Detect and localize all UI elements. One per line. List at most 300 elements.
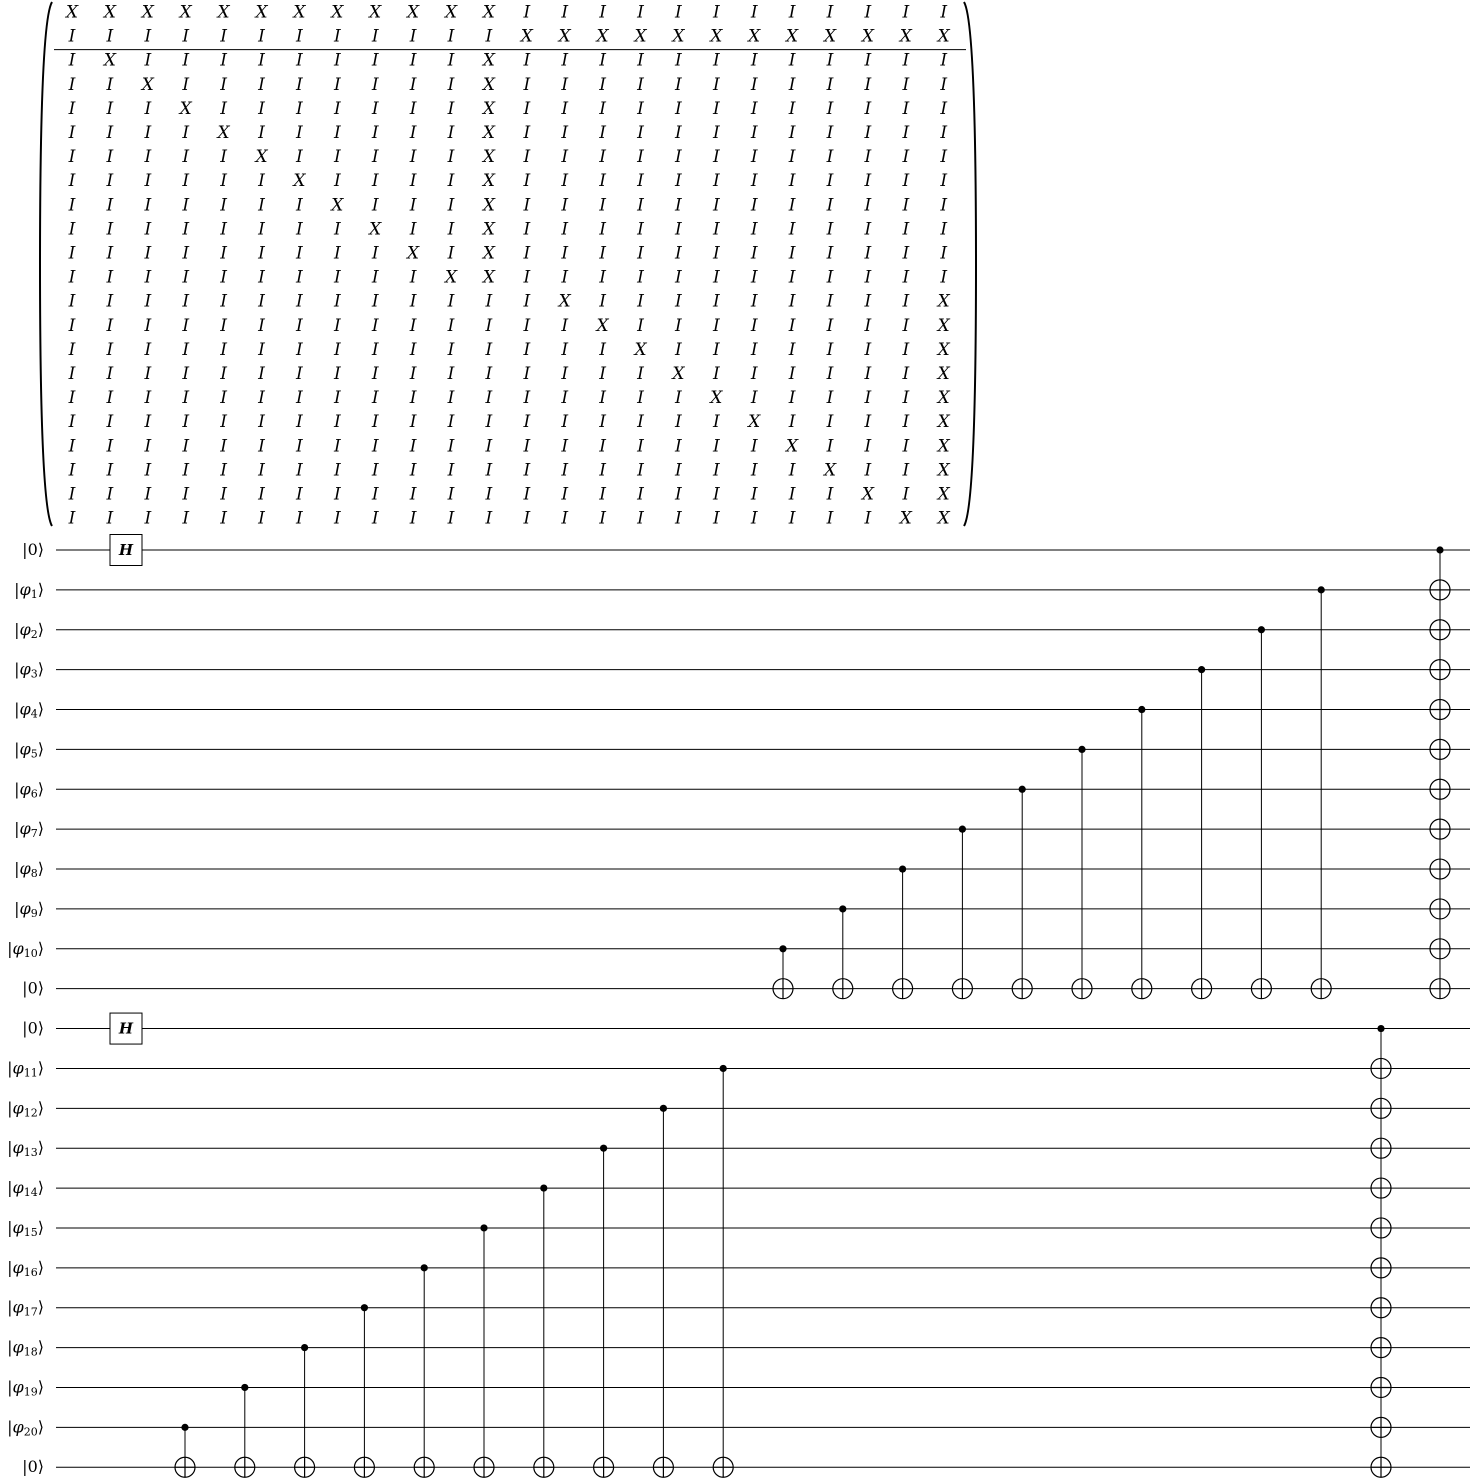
qubit-label [7,1417,44,1439]
matrix-cell: I [220,508,227,529]
matrix-cell: I [106,123,114,143]
matrix-cell: I [675,460,682,481]
matrix-cell: I [371,484,379,505]
matrix-cell: I [523,291,531,312]
matrix-cell: I [106,460,114,481]
matrix-cell: I [371,147,379,168]
matrix-cell: I [750,436,758,457]
matrix-cell: I [599,460,606,481]
matrix-cell: I [750,123,758,143]
matrix-cell: I [447,195,455,216]
matrix-cell: I [485,484,493,505]
matrix-cell: I [68,388,76,409]
ket-open: | [14,738,20,758]
matrix-cell: I [68,195,76,216]
control-dot [421,1264,428,1271]
ket-close: ⟩ [37,1097,44,1117]
matrix-cell: I [561,50,569,71]
ket-subscript: 3 [30,667,38,681]
matrix-cell: I [68,339,76,360]
matrix-cell: I [902,123,910,143]
matrix-cell: I [523,412,531,433]
ket-base: φ [19,898,31,918]
ket-subscript: 16 [23,1265,38,1279]
matrix-cell: X [634,339,647,360]
matrix-cell: I [296,219,303,240]
matrix-cell: I [220,315,227,336]
matrix-cell: I [750,460,758,481]
matrix-cell: I [750,364,758,384]
matrix-cell: I [144,267,152,288]
control-dot [540,1184,547,1191]
qubit-label [7,1217,44,1239]
qubit-label [7,1337,44,1359]
matrix-cell: I [258,50,265,71]
matrix-cell: X [937,508,950,529]
matrix-cell: I [637,412,644,433]
matrix-cell: I [902,339,910,360]
matrix-cell: I [144,50,152,71]
matrix-cell: I [258,26,265,47]
matrix-cell: I [902,291,910,312]
matrix-cell: I [68,364,76,384]
matrix-cell: X [937,364,950,384]
matrix-cell: I [750,2,758,23]
matrix-cell: X [65,2,79,23]
matrix-cell: I [371,195,379,216]
matrix-cell: X [482,98,495,119]
ket-close: ⟩ [37,1177,44,1197]
matrix-cell: I [940,50,948,71]
matrix-cell: X [596,26,609,47]
matrix-cell: I [599,2,606,23]
matrix-cell: I [864,364,872,384]
matrix-cell: I [750,339,758,360]
matrix-cell: I [220,267,227,288]
ket-subscript: 1 [30,587,38,601]
matrix-cell: I [675,195,682,216]
matrix-cell: I [637,195,644,216]
matrix-cell: X [634,26,647,47]
matrix-cell: I [561,508,569,529]
matrix-cell: I [409,171,417,192]
matrix-cell: I [788,2,796,23]
matrix-cell: I [333,50,341,71]
matrix-cell: I [712,2,720,23]
matrix-cell: I [637,484,644,505]
matrix-cell: I [258,219,265,240]
matrix-cell: I [333,339,341,360]
control-dot [241,1384,248,1391]
matrix-cell: I [371,339,379,360]
ket-base: φ [19,858,31,878]
matrix-cell: I [447,291,455,312]
matrix-cell: I [712,243,720,264]
matrix-cell: I [485,291,493,312]
matrix-cell: I [144,364,152,384]
matrix-cell: I [750,98,758,119]
ket-close: ⟩ [37,1416,44,1436]
matrix-cell: I [788,484,796,505]
matrix-cell: I [220,436,227,457]
matrix-cell: I [182,267,190,288]
matrix-cell: I [637,364,644,384]
matrix-cell: I [864,195,872,216]
matrix-cell: I [144,195,152,216]
matrix-cell: I [637,171,644,192]
qubit-label [7,938,44,960]
matrix-cell: I [106,436,114,457]
matrix-cell: I [561,74,569,95]
matrix-cell: I [333,98,341,119]
ket-base: φ [19,619,31,639]
ket-close: ⟩ [37,938,44,958]
matrix-cell: I [523,74,531,95]
ket-close: ⟩ [37,1137,44,1157]
control-dot [660,1105,667,1112]
qubit-label [7,1178,44,1200]
qubit-label [22,978,44,997]
matrix-cell: I [788,388,796,409]
matrix-cell: I [561,436,569,457]
matrix-cell: X [672,364,685,384]
matrix-cell: I [902,412,910,433]
matrix-cell: I [826,195,834,216]
matrix-cell: I [371,364,379,384]
matrix-cell: I [144,171,152,192]
matrix-cell: I [409,460,417,481]
matrix-cell: I [750,219,758,240]
ket-close: ⟩ [37,699,44,719]
matrix-cell: I [144,243,152,264]
ket-base: 0 [27,1456,38,1476]
matrix-cell: I [523,147,531,168]
matrix-cell: I [182,243,190,264]
matrix-cell: I [258,98,265,119]
matrix-cell: I [296,508,303,529]
matrix-cell: I [523,219,531,240]
matrix-cell: I [750,267,758,288]
matrix-cell: I [333,74,341,95]
control-dot [839,905,846,912]
matrix-cell: X [179,2,192,23]
control-dot [600,1145,607,1152]
matrix-cell: I [296,243,303,264]
matrix-cell: I [182,388,190,409]
matrix-cell: X [217,2,230,23]
matrix-cell: I [144,412,152,433]
matrix-cell: I [826,98,834,119]
matrix-cell: I [371,388,379,409]
matrix-cell: I [68,147,76,168]
ket-base: φ [12,1297,24,1317]
matrix-cell: I [826,243,834,264]
matrix-cell: I [68,267,76,288]
matrix-cell: I [712,267,720,288]
matrix-cell: I [864,74,872,95]
matrix-cell: I [409,123,417,143]
matrix-cell: I [864,412,872,433]
matrix-cell: X [558,26,571,47]
matrix-cell: I [637,147,644,168]
ket-open: | [14,659,20,679]
matrix-cell: X [937,436,950,457]
matrix-cell: I [409,364,417,384]
matrix-cell: I [371,460,379,481]
matrix-cell: X [482,195,495,216]
matrix-cell: X [482,267,495,288]
matrix-cell: X [103,2,116,23]
matrix-cell: I [675,171,682,192]
matrix-cell: I [371,74,379,95]
matrix-cell: I [561,147,569,168]
matrix-cell: I [371,315,379,336]
ket-base: 0 [27,1018,38,1038]
matrix-cell: I [182,436,190,457]
matrix-cell: I [447,508,455,529]
matrix-cell: X [520,26,533,47]
matrix-cell: I [68,508,76,529]
matrix-cell: I [788,50,796,71]
ket-close: ⟩ [37,659,44,679]
ket-close: ⟩ [37,978,44,998]
matrix-cell: I [68,484,76,505]
matrix-cell: X [179,98,192,119]
matrix-cell: X [407,2,420,23]
matrix-cell: I [637,98,644,119]
matrix-cell: I [523,98,531,119]
matrix-cell: I [523,243,531,264]
matrix-cell: I [220,98,227,119]
matrix-cell: I [750,388,758,409]
matrix-cell: I [864,219,872,240]
matrix-cell: I [220,460,227,481]
matrix-cell: I [220,50,227,71]
matrix-cell: I [561,98,569,119]
matrix-cell: I [144,98,152,119]
matrix-cell: X [937,339,950,360]
matrix-cell: I [182,219,190,240]
ket-open: | [14,619,20,639]
matrix-cell: X [444,267,458,288]
ket-base: φ [12,1376,24,1396]
matrix-cell: I [409,26,417,47]
ket-close: ⟩ [37,539,44,559]
ket-subscript: 9 [30,906,38,920]
matrix-cell: I [182,26,190,47]
matrix-cell: I [220,364,227,384]
matrix-cell: I [485,26,493,47]
matrix-cell: I [902,364,910,384]
matrix-cell: I [561,267,569,288]
matrix-cell: I [902,171,910,192]
matrix-cell: I [940,147,948,168]
matrix-cell: I [333,147,341,168]
matrix-cell: I [561,315,569,336]
matrix-cell: I [864,339,872,360]
control-dot [1078,746,1085,753]
ket-open: | [14,778,20,798]
matrix-cell: I [826,171,834,192]
matrix-cell: I [864,98,872,119]
matrix-cell: I [485,508,493,529]
matrix-cell: I [788,364,796,384]
matrix-cell: I [523,484,531,505]
matrix-cell: I [788,267,796,288]
matrix-cell: X [482,147,495,168]
ket-open: | [14,818,20,838]
ket-close: ⟩ [37,778,44,798]
matrix-cell: I [940,267,948,288]
ket-subscript: 4 [30,707,38,721]
matrix-cell: I [561,243,569,264]
matrix-cell: I [637,291,644,312]
hadamard-label: H [118,1019,134,1038]
matrix-cell: I [220,171,227,192]
matrix-cell: I [523,171,531,192]
matrix-cell: I [675,2,682,23]
ket-base: φ [19,659,31,679]
ket-subscript: 17 [23,1305,38,1319]
matrix-cell: I [220,484,227,505]
matrix-cell: I [447,243,455,264]
matrix-cell: I [409,219,417,240]
matrix-cell: I [296,460,303,481]
matrix-cell: I [637,2,644,23]
matrix-cell: I [333,219,341,240]
matrix-cell: I [333,508,341,529]
matrix-cell: I [144,219,152,240]
matrix-cell: I [409,315,417,336]
ket-close: ⟩ [37,1018,44,1038]
qubit-label [14,819,44,841]
matrix-cell: I [68,243,76,264]
matrix-cell: I [788,412,796,433]
matrix-cell: I [68,26,76,47]
matrix-cell: I [637,315,644,336]
matrix-cell: I [599,74,606,95]
ket-base: 0 [27,539,38,559]
matrix-cell: I [182,195,190,216]
matrix-cell: I [599,219,606,240]
matrix-cell: I [258,243,265,264]
matrix-cell: I [182,147,190,168]
matrix-cell: I [371,243,379,264]
matrix-cell: I [409,508,417,529]
ket-base: 0 [27,978,38,998]
matrix-cell: I [144,436,152,457]
ket-open: | [7,1257,13,1277]
matrix-cell: I [826,219,834,240]
matrix-cell: X [293,171,306,192]
matrix-cell: I [182,508,190,529]
matrix-cell: I [523,388,531,409]
ket-close: ⟩ [37,858,44,878]
qubit-label [14,619,44,641]
matrix-cell: I [106,484,114,505]
matrix-cell: I [182,50,190,71]
ket-subscript: 20 [23,1425,38,1439]
matrix-cell: I [902,484,910,505]
matrix-cell: I [599,171,606,192]
matrix-cell: I [296,50,303,71]
ket-base: φ [19,699,31,719]
matrix-cell: I [258,123,265,143]
matrix-cell: I [447,219,455,240]
matrix-cell: I [826,50,834,71]
matrix-cell: I [599,436,606,457]
matrix-cell: I [788,460,796,481]
ket-open: | [7,1337,13,1357]
matrix-cell: I [637,388,644,409]
matrix-cell: I [106,315,114,336]
matrix-cell: I [296,26,303,47]
matrix-cell: I [675,315,682,336]
matrix-cell: I [182,315,190,336]
matrix-cell: I [68,74,76,95]
matrix-cell: I [333,412,341,433]
matrix-cell: X [255,147,268,168]
matrix-cell: I [447,484,455,505]
matrix-cell: X [672,26,685,47]
matrix-cell: I [182,171,190,192]
qubit-label [7,1297,44,1319]
matrix-cell: X [937,484,950,505]
matrix-cell: I [409,291,417,312]
qubit-label [22,1457,44,1476]
matrix-cell: I [258,508,265,529]
matrix-cell: I [712,339,720,360]
matrix-cell: X [899,26,912,47]
matrix-cell: I [826,388,834,409]
matrix-cell: I [182,123,190,143]
matrix-cell: X [331,2,344,23]
control-dot [181,1424,188,1431]
matrix-cell: I [106,195,114,216]
matrix-cell: I [637,123,644,143]
matrix-cell: I [409,98,417,119]
matrix-cell: I [144,460,152,481]
matrix-cell: X [255,2,268,23]
matrix-cell: I [826,291,834,312]
matrix-cell: I [333,315,341,336]
matrix-cell: X [937,412,950,433]
matrix-cell: I [902,388,910,409]
matrix-cell: I [599,195,606,216]
control-dot [720,1065,727,1072]
matrix-cell: I [106,147,114,168]
qubit-label [22,540,44,559]
ket-open: | [22,1018,28,1038]
matrix-cell: I [712,364,720,384]
matrix-cell: I [599,243,606,264]
matrix-cell: I [599,267,606,288]
matrix-cell: I [485,436,493,457]
matrix-cell: X [937,26,950,47]
hadamard-label: H [118,541,134,559]
matrix-cell: I [447,412,455,433]
ket-open: | [7,1177,13,1197]
ket-base: φ [12,1337,24,1357]
matrix-cell: I [523,267,531,288]
matrix-cell: I [220,412,227,433]
matrix-cell: I [902,74,910,95]
matrix-cell: I [182,484,190,505]
matrix-cell: X [331,195,344,216]
matrix-cell: I [68,436,76,457]
ket-open: | [7,1057,13,1077]
matrix-cell: I [675,267,682,288]
